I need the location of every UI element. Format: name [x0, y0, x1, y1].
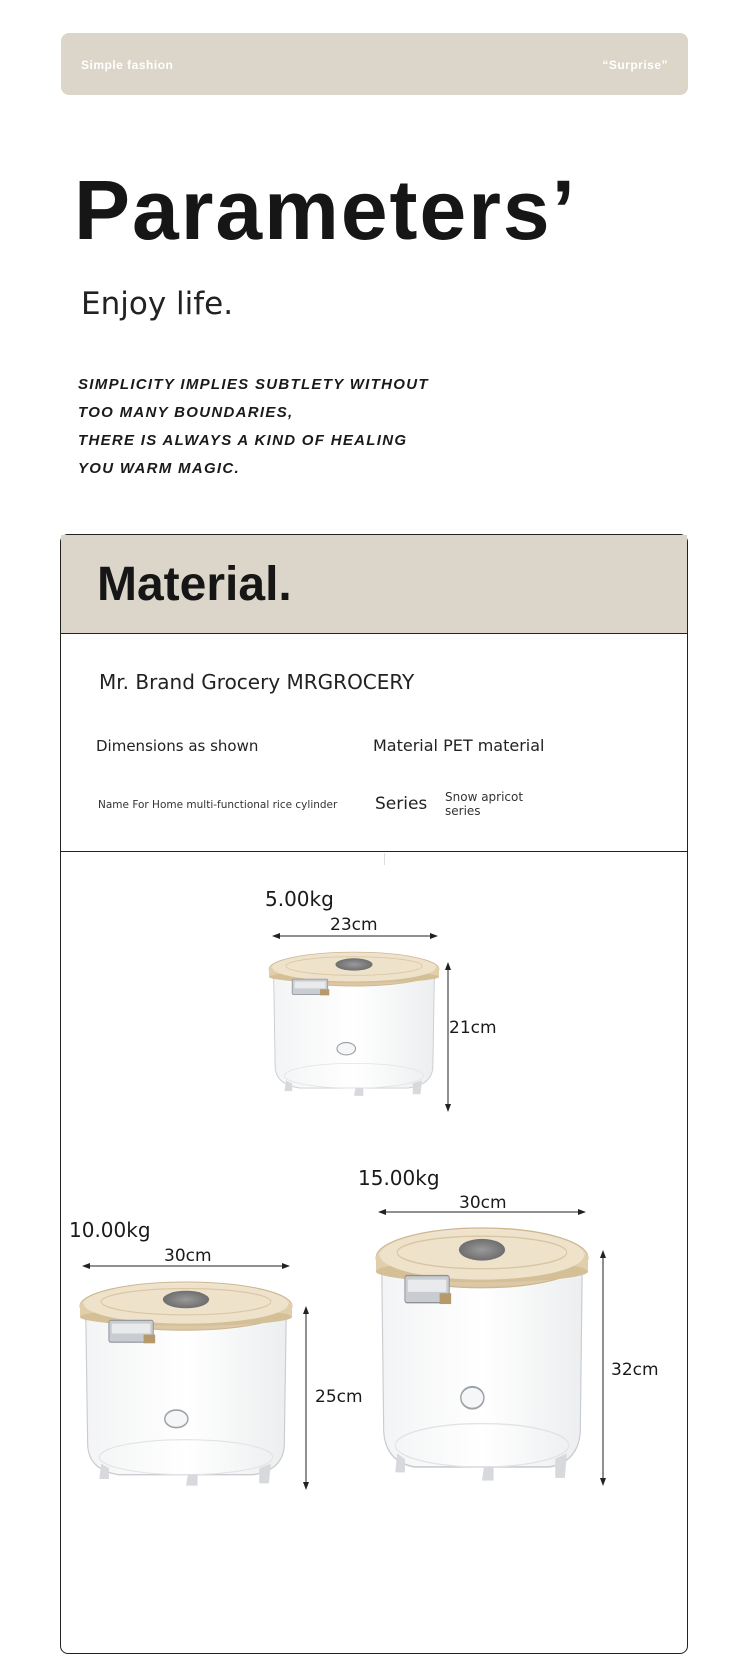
motto-line: YOU WARM MAGIC. [78, 460, 240, 477]
capacity-label: 5.00kg [265, 887, 334, 911]
height-label: 21cm [449, 1018, 497, 1038]
motto-line: SIMPLICITY IMPLIES SUBTLETY WITHOUT [78, 376, 429, 393]
page-title: Parameters’ [74, 163, 577, 257]
material-text: Material PET material [373, 736, 545, 755]
material-title: Material. [97, 558, 292, 611]
jar-10kg-image [80, 1282, 292, 1490]
capacity-label: 10.00kg [69, 1218, 151, 1242]
banner-right-text: “Surprise” [602, 58, 668, 72]
motto-line: THERE IS ALWAYS A KIND OF HEALING [78, 432, 408, 449]
jar-15kg-image [376, 1228, 588, 1486]
brand-text: Mr. Brand Grocery MRGROCERY [99, 670, 415, 694]
series-label: Series [375, 794, 428, 814]
divider-tick [384, 853, 385, 865]
width-label: 30cm [459, 1193, 507, 1213]
motto-text [78, 371, 429, 483]
product-name-text: Name For Home multi-functional rice cylinder [98, 799, 338, 811]
capacity-label: 15.00kg [358, 1166, 440, 1190]
jar-5kg-image [269, 948, 439, 1103]
banner-left-text: Simple fashion [81, 58, 174, 72]
width-label: 30cm [164, 1246, 212, 1266]
motto-line: TOO MANY BOUNDARIES, [78, 404, 294, 421]
width-label: 23cm [330, 915, 378, 935]
material-header [61, 535, 687, 634]
top-banner [61, 33, 688, 95]
spec-table [61, 634, 687, 852]
series-value: Snow apricot series [445, 790, 524, 818]
dimensions-text: Dimensions as shown [96, 737, 259, 755]
page-subtitle: Enjoy life. [81, 286, 234, 322]
height-label: 32cm [611, 1360, 659, 1380]
height-label: 25cm [315, 1387, 363, 1407]
